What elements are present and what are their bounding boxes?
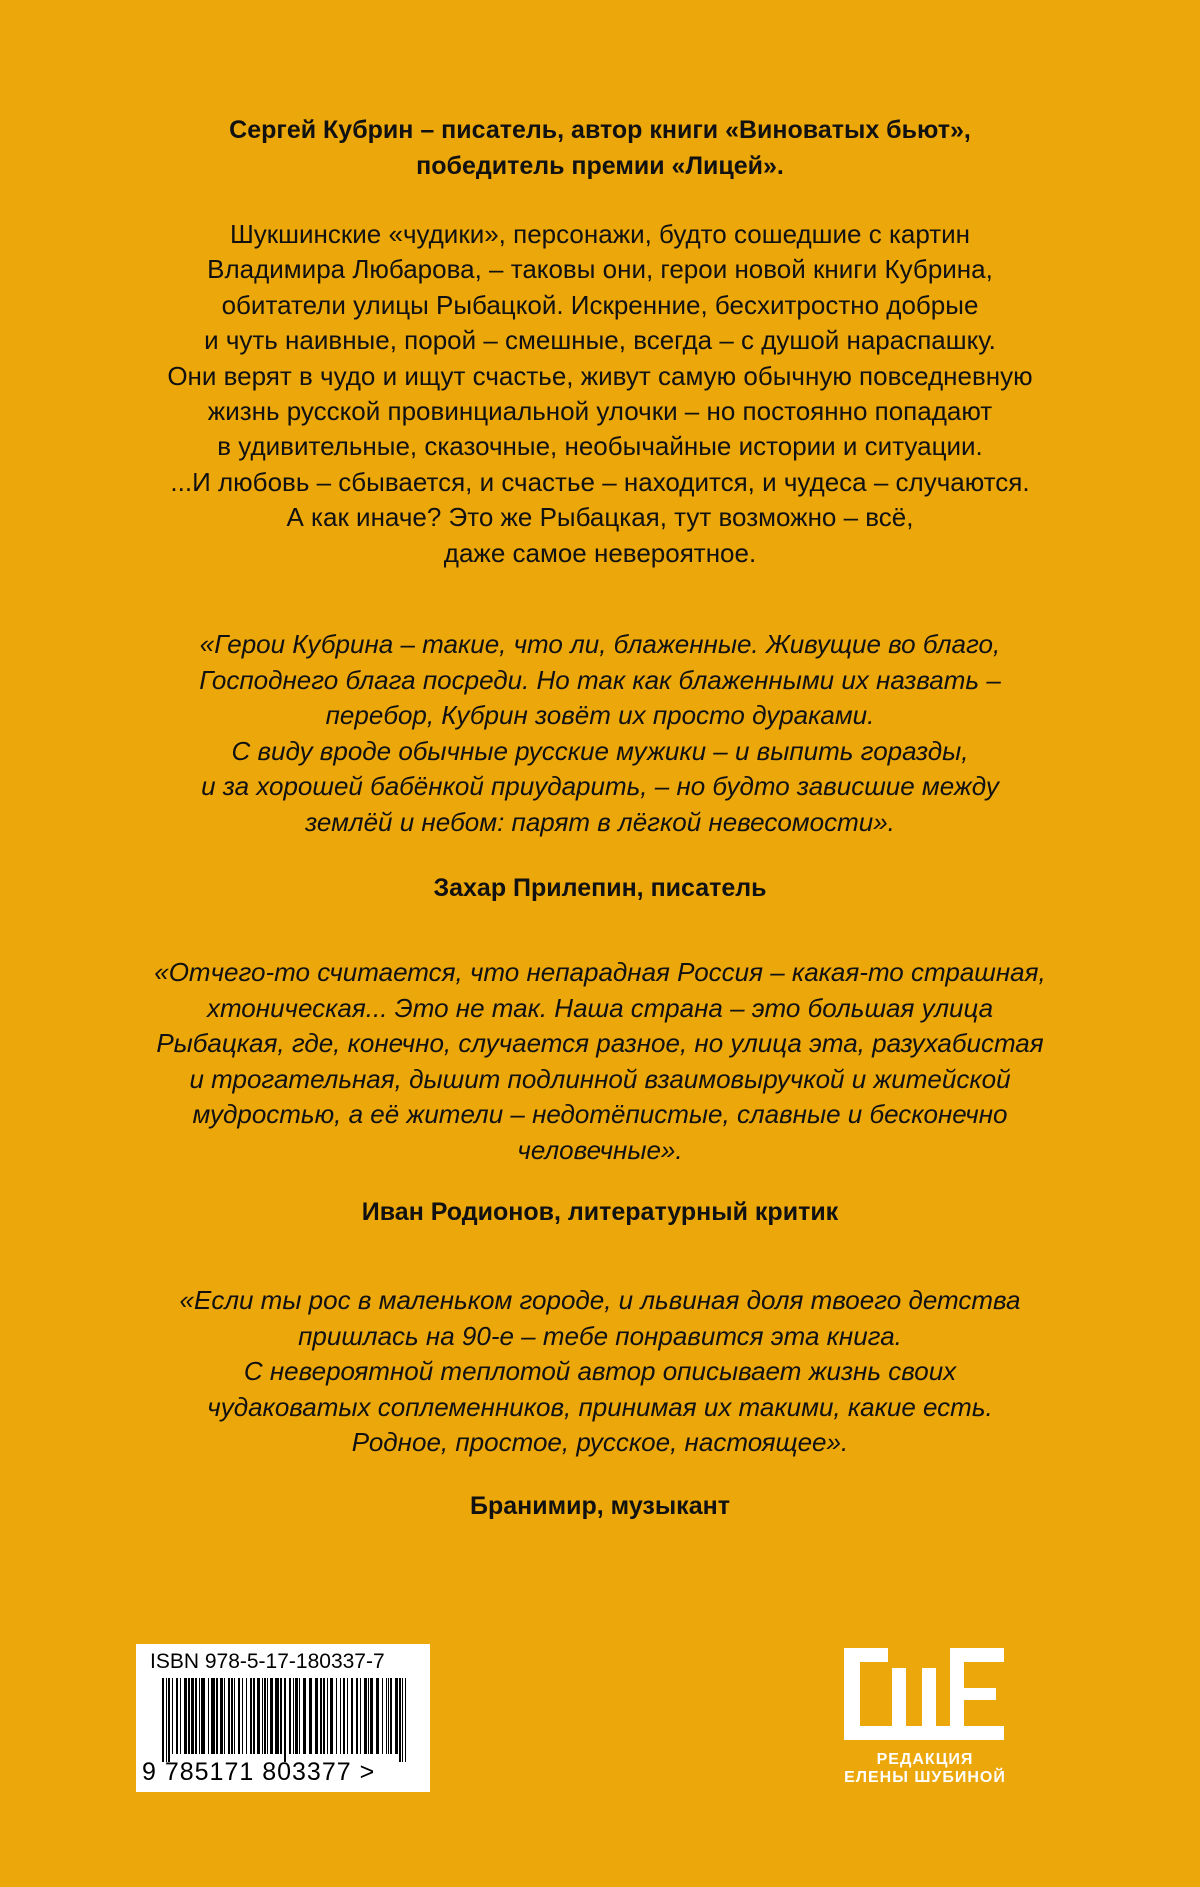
intro-line: Сергей Кубрин – писатель, автор книги «Виноватых бьют», <box>229 116 971 144</box>
barcode-bar <box>351 1678 353 1754</box>
barcode-bar <box>234 1678 235 1754</box>
barcode-bar <box>405 1678 406 1762</box>
barcode-bar <box>370 1678 373 1754</box>
quote-line: С невероятной теплотой автор описывает жизнь своих <box>243 1356 957 1387</box>
barcode-bar <box>199 1678 200 1754</box>
barcode-bar <box>275 1678 279 1754</box>
quote-line: и трогательная, дышит подлинной взаимовыручкой и житейской <box>189 1063 1011 1094</box>
quote-line: мудростью, а её жители – недотёпистые, славные и бесконечно <box>192 1099 1008 1130</box>
barcode-bar <box>228 1678 230 1754</box>
quote-line: «Отчего-то считается, что непарадная Россия – какая-то страшная, <box>154 957 1046 987</box>
barcode-bar <box>364 1678 367 1754</box>
barcode-bar <box>201 1678 205 1754</box>
barcode-bar <box>162 1678 164 1762</box>
barcode-bar <box>238 1678 240 1754</box>
barcode-bar <box>208 1678 209 1754</box>
barcode-bar <box>168 1678 170 1762</box>
review-author-1: Захар Прилепин, писатель <box>433 874 767 902</box>
review-author-2: Иван Родионов, литературный критик <box>361 1198 839 1226</box>
barcode-bar <box>180 1678 181 1754</box>
review-quote-3 <box>0 1283 1200 1461</box>
review-author-3: Бранимир, музыкант <box>470 1492 730 1520</box>
description-line: Владимира Любарова, – таковы они, герои новой книги Кубрина, <box>207 254 993 285</box>
barcode-bar <box>303 1678 306 1754</box>
quote-line: перебор, Кубрин зовёт их просто дураками. <box>325 700 875 731</box>
publisher-logo-icon <box>844 1648 1004 1740</box>
barcode-bar <box>231 1678 233 1754</box>
intro-line: победитель премии «Лицей». <box>416 152 784 180</box>
barcode-bar <box>320 1678 322 1754</box>
book-description <box>0 217 1200 571</box>
barcode-bar <box>360 1678 361 1754</box>
barcode-bar <box>253 1678 255 1754</box>
barcode-bar <box>191 1678 194 1754</box>
isbn-barcode <box>136 1644 430 1792</box>
barcode-bar <box>388 1678 389 1754</box>
quote-line: человечные». <box>517 1134 683 1165</box>
quote-line: хтоническая... Это не так. Наша страна – это большая улица <box>206 992 994 1023</box>
barcode-digits: 9 785171 803377 > <box>142 1758 376 1786</box>
barcode-bar <box>195 1678 197 1754</box>
description-line: Шукшинские «чудики», персонажи, будто сошедшие с картин <box>229 219 971 249</box>
barcode-bar <box>402 1678 403 1762</box>
barcode-bar <box>184 1678 187 1754</box>
barcode-bars-icon <box>162 1678 408 1762</box>
barcode-bar <box>295 1678 298 1754</box>
quote-line: Родное, простое, русское, настоящее». <box>351 1427 849 1458</box>
publisher-name-line1: РЕДАКЦИЯ <box>876 1751 974 1768</box>
barcode-bar <box>188 1678 190 1754</box>
quote-line: пришлась на 90-е – тебе понравится эта книга. <box>298 1320 902 1351</box>
barcode-bar <box>242 1678 243 1754</box>
barcode-bar <box>280 1678 282 1754</box>
description-line: обитатели улицы Рыбацкой. Искренние, бесхитростно добрые <box>221 289 979 320</box>
quote-line: Господнего блага посреди. Но так как блаженными их назвать – <box>199 664 1001 695</box>
description-line: и чуть наивные, порой – смешные, всегда – с душой нараспашку. <box>204 325 996 356</box>
quote-line: землёй и небом: парят в лёгкой невесомости». <box>305 806 895 837</box>
barcode-bar <box>264 1678 266 1754</box>
barcode-bar <box>390 1678 392 1754</box>
barcode-bar <box>327 1678 328 1754</box>
quote-line: и за хорошей бабёнкой приударить, – но будто зависшие между <box>201 771 999 802</box>
isbn-label: ISBN 978-5-17-180337-7 <box>150 1650 385 1673</box>
barcode-bar <box>368 1678 369 1754</box>
barcode-bar <box>267 1678 268 1754</box>
publisher-logo <box>830 1640 1020 1800</box>
barcode-bar <box>336 1678 337 1754</box>
barcode-bar <box>347 1678 348 1754</box>
review-quote-1 <box>0 627 1200 841</box>
barcode-bar <box>399 1678 401 1762</box>
barcode-bar <box>376 1678 379 1754</box>
quote-line: Рыбацкая, где, конечно, случается разное, но улица эта, разухабистая <box>156 1028 1044 1059</box>
barcode-bar <box>262 1678 263 1754</box>
barcode-bar <box>299 1678 300 1754</box>
barcode-bar <box>211 1678 215 1754</box>
barcode-bar <box>330 1678 333 1754</box>
description-line: Они верят в чудо и ищут счастье, живут самую обычную повседневную <box>167 360 1033 391</box>
intro-text <box>0 112 1200 184</box>
barcode-bar <box>220 1678 223 1754</box>
barcode-bar <box>176 1678 178 1754</box>
quote-line: чудаковатых соплеменников, принимая их такими, какие есть. <box>207 1391 993 1422</box>
quote-line: «Герои Кубрина – такие, что ли, блаженные. Живущие во благо, <box>199 629 1001 659</box>
barcode-bar <box>270 1678 273 1754</box>
barcode-bar <box>343 1678 345 1754</box>
barcode-bar <box>224 1678 225 1754</box>
barcode-bar <box>293 1678 294 1754</box>
quote-line: «Если ты рос в маленьком городе, и львиная доля твоего детства <box>179 1285 1021 1315</box>
barcode-bar <box>356 1678 358 1754</box>
barcode-bar <box>340 1678 341 1754</box>
barcode-bar <box>250 1678 252 1754</box>
review-quote-2 <box>0 955 1200 1169</box>
quote-line: С виду вроде обычные русские мужики – и выпить горазды, <box>231 735 969 766</box>
barcode-bar <box>172 1678 173 1754</box>
barcode-bar <box>216 1678 218 1754</box>
barcode-bar <box>315 1678 318 1754</box>
publisher-name-line2: ЕЛЕНЫ ШУБИНОЙ <box>844 1769 1006 1786</box>
description-line: ...И любовь – сбывается, и счастье – находится, и чудеса – случаются. <box>170 466 1030 497</box>
description-line: А как иначе? Это же Рыбацкая, тут возможно – всё, <box>286 502 914 533</box>
barcode-bar <box>395 1678 398 1754</box>
barcode-bar <box>386 1678 387 1754</box>
barcode-bar <box>284 1678 286 1762</box>
barcode-bar <box>309 1678 312 1754</box>
description-line: даже самое невероятное. <box>443 537 757 568</box>
barcode-bar <box>257 1678 260 1754</box>
barcode-bar <box>246 1678 247 1754</box>
barcode-bar <box>323 1678 325 1754</box>
description-line: жизнь русской провинциальной улочки – но постоянно попадают <box>207 396 993 427</box>
description-line: в удивительные, сказочные, необычайные истории и ситуации. <box>217 431 983 462</box>
barcode-bar <box>166 1678 167 1762</box>
barcode-bar <box>289 1678 291 1754</box>
barcode-bar <box>382 1678 383 1754</box>
